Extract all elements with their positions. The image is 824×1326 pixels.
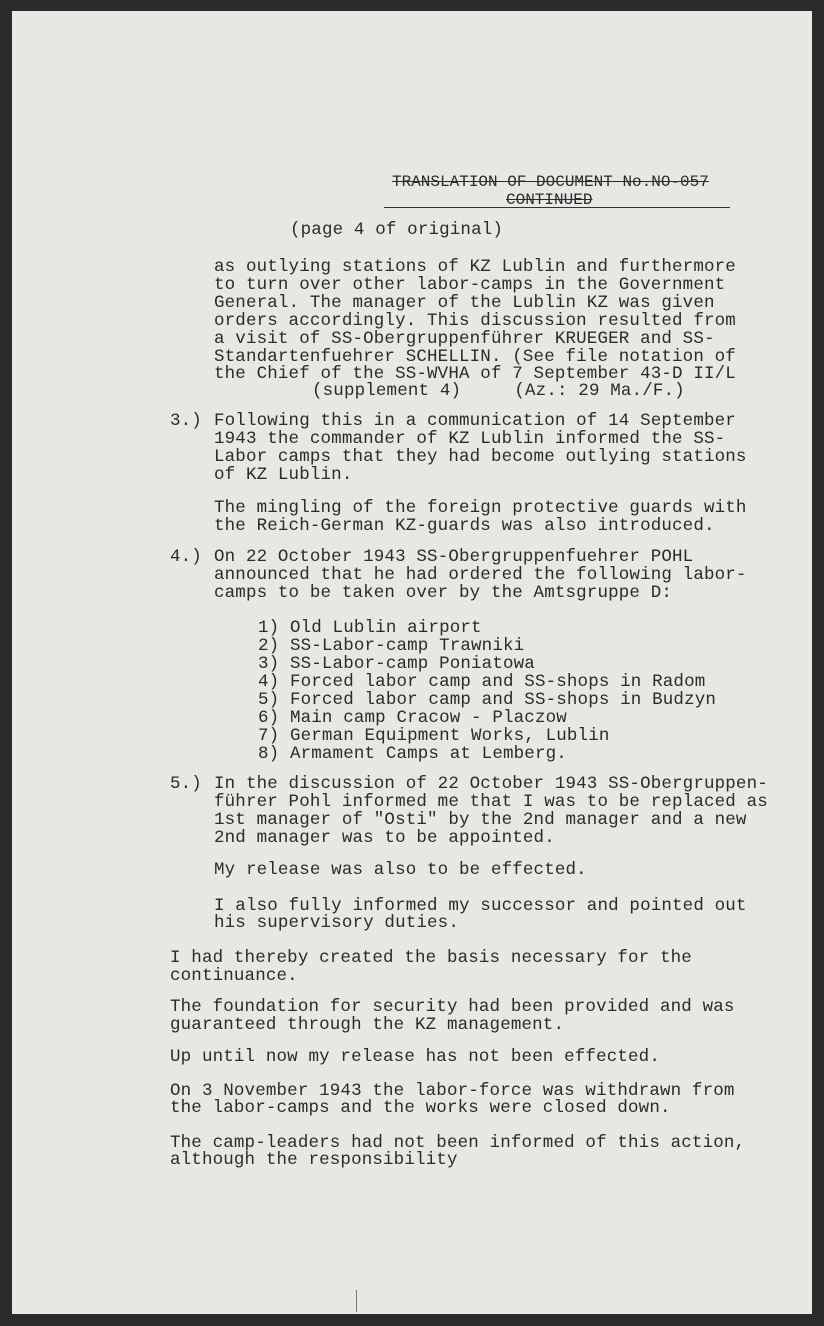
closing-line: The foundation for security had been provided and was: [170, 997, 735, 1017]
item3-line: Labor camps that they had become outlying stations: [214, 447, 747, 467]
item4-line: camps to be taken over by the Amtsgruppe D:: [214, 583, 673, 603]
closing-line: I had thereby created the basis necessary for the: [170, 948, 692, 968]
pencil-mark: [356, 1290, 357, 1312]
closing-line: On 3 November 1943 the labor-force was withdrawn from: [170, 1081, 735, 1101]
item5-line: führer Pohl informed me that I was to be replaced as: [214, 792, 768, 812]
item5-sub-line: I also fully informed my successor and pointed out: [214, 896, 747, 916]
item3-sub-line: The mingling of the foreign protective guards with: [214, 498, 747, 518]
para1-line: General. The manager of the Lublin KZ was given: [214, 293, 715, 313]
camp-list-item: 1) Old Lublin airport: [258, 618, 482, 638]
closing-line: the labor-camps and the works were closed down.: [170, 1098, 671, 1118]
para1-line: orders accordingly. This discussion resulted from: [214, 311, 736, 331]
closing-line: Up until now my release has not been effected.: [170, 1047, 660, 1067]
para1-line: a visit of SS-Obergruppenführer KRUEGER and SS-: [214, 329, 715, 349]
page-note: (page 4 of original): [290, 220, 504, 240]
camp-list-item: 5) Forced labor camp and SS-shops in Budzyn: [258, 690, 717, 710]
item5-line: In the discussion of 22 October 1943 SS-Obergruppen-: [214, 774, 768, 794]
camp-list-item: 3) SS-Labor-camp Poniatowa: [258, 654, 535, 674]
item5-sub-line: his supervisory duties.: [214, 913, 459, 933]
para1-line: (supplement 4) (Az.: 29 Ma./F.): [312, 381, 685, 401]
item5-line: 1st manager of "Osti" by the 2nd manager and a new: [214, 810, 747, 830]
item-number: 5.): [170, 774, 202, 794]
camp-list-item: 4) Forced labor camp and SS-shops in Radom: [258, 672, 706, 692]
item-number: 4.): [170, 547, 202, 567]
para1-line: the Chief of the SS-WVHA of 7 September 43-D II/L: [214, 364, 736, 384]
header-rule: [384, 207, 730, 208]
closing-line: continuance.: [170, 966, 298, 986]
para1-line: to turn over other labor-camps in the Government: [214, 275, 726, 295]
item3-line: Following this in a communication of 14 September: [214, 411, 736, 431]
item3-line: 1943 the commander of KZ Lublin informed the SS-: [214, 429, 726, 449]
header-title: TRANSLATION OF DOCUMENT No.NO-057: [392, 173, 709, 191]
item3-line: of KZ Lublin.: [214, 465, 353, 485]
item4-line: announced that he had ordered the following labor-: [214, 565, 747, 585]
item3-sub-line: the Reich-German KZ-guards was also introduced.: [214, 516, 715, 536]
closing-line: guaranteed through the KZ management.: [170, 1015, 565, 1035]
closing-line: The camp-leaders had not been informed of this action,: [170, 1133, 746, 1153]
header-continued: CONTINUED: [506, 191, 593, 209]
para1-line: as outlying stations of KZ Lublin and furthermore: [214, 257, 736, 277]
closing-line: although the responsibility: [170, 1150, 458, 1170]
camp-list-item: 7) German Equipment Works, Lublin: [258, 726, 610, 746]
camp-list-item: 6) Main camp Cracow - Placzow: [258, 708, 567, 728]
item4-line: On 22 October 1943 SS-Obergruppenfuehrer POHL: [214, 547, 694, 567]
camp-list-item: 8) Armament Camps at Lemberg.: [258, 744, 567, 764]
para1-line: Standartenfuehrer SCHELLIN. (See file notation of: [214, 347, 736, 367]
item-number: 3.): [170, 411, 202, 431]
item5-line: 2nd manager was to be appointed.: [214, 828, 555, 848]
camp-list-item: 2) SS-Labor-camp Trawniki: [258, 636, 525, 656]
item5-sub-line: My release was also to be effected.: [214, 860, 587, 880]
